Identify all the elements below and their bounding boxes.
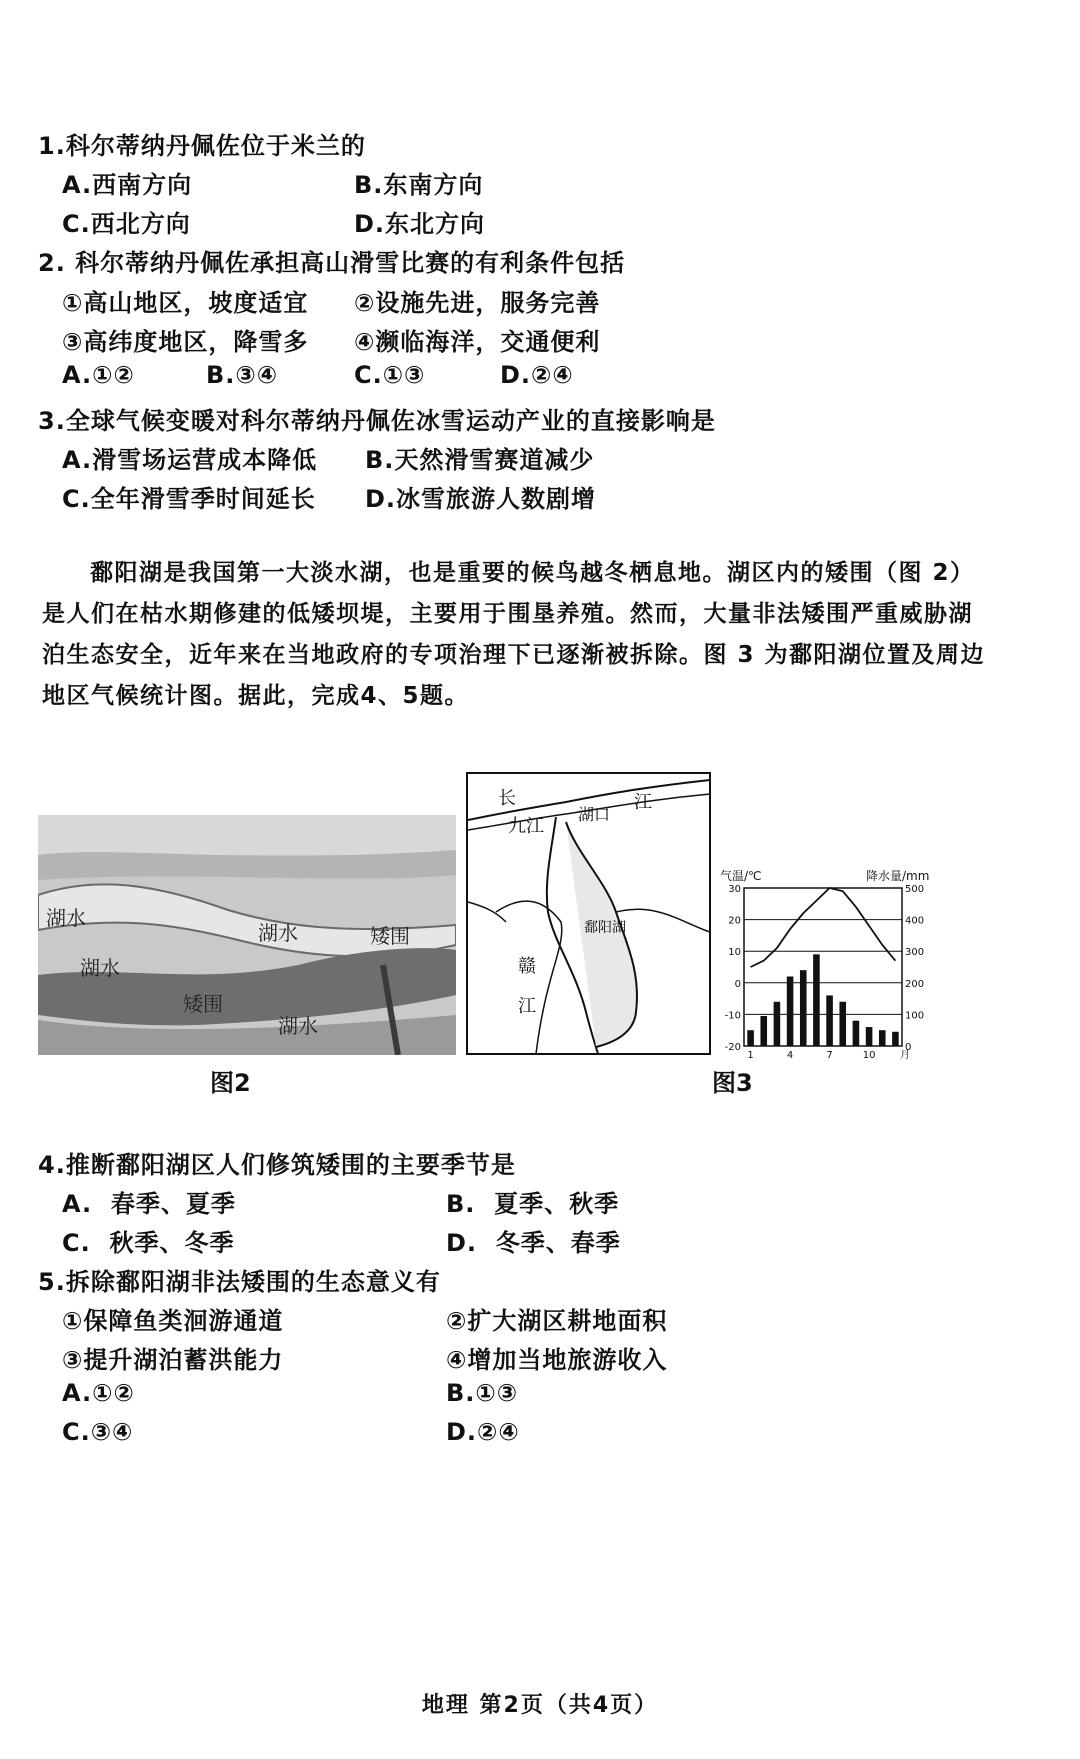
q2-stem: 2. 科尔蒂纳丹佩佐承担高山滑雪比赛的有利条件包括 [38, 249, 626, 277]
fig2-water-label-2: 湖水 [258, 921, 298, 945]
q2-option-c: C.①③ [354, 361, 426, 389]
q1-option-b: B.东南方向 [354, 171, 484, 199]
chart-ytick-left: 30 [728, 884, 741, 895]
page-footer: 地理 第2页（共4页） [421, 1693, 659, 1718]
chart-bar-precipitation [866, 1027, 873, 1046]
q2-item-3: ③高纬度地区，降雪多 [62, 328, 309, 356]
passage-line-2: 是人们在枯水期修建的低矮坝堤，主要用于围垦养殖。然而，大量非法矮围严重威胁湖 [42, 601, 973, 627]
figure-2-photo [38, 815, 456, 1055]
chart-x-unit: 月 [900, 1050, 910, 1061]
chart-xtick: 1 [747, 1050, 754, 1061]
q5-option-b: B.①③ [446, 1379, 519, 1407]
map-label-jiujiang: 九江 [508, 816, 544, 837]
fig2-water-label-1: 湖水 [46, 906, 86, 930]
passage-line-4: 地区气候统计图。据此，完成4、5题。 [42, 683, 470, 709]
q5-item-1: ①保障鱼类洄游通道 [62, 1307, 284, 1335]
q4-stem: 4.推断鄱阳湖区人们修筑矮围的主要季节是 [38, 1151, 516, 1179]
q1-option-d: D.东北方向 [354, 210, 486, 238]
chart-ytick-right: 300 [905, 947, 925, 959]
chart-bar-precipitation [787, 976, 794, 1046]
figure-3-caption: 图3 [712, 1069, 753, 1097]
chart-bar-precipitation [839, 1002, 846, 1046]
q5-option-a: A.①② [62, 1379, 135, 1407]
chart-grid [744, 888, 902, 1046]
chart-ytick-left: 10 [728, 947, 741, 959]
chart-bar-precipitation [760, 1016, 767, 1046]
chart-bar-precipitation [800, 970, 807, 1046]
passage-line-1: 鄱阳湖是我国第一大淡水湖，也是重要的候鸟越冬栖息地。湖区内的矮围（图 2） [90, 560, 975, 586]
chart-ytick-right: 200 [905, 978, 925, 990]
chart-ytick-left: 20 [728, 915, 741, 927]
q5-option-c: C.③④ [62, 1418, 134, 1446]
q4-option-d: D. 冬季、春季 [446, 1229, 621, 1257]
chart-bar-precipitation [813, 954, 820, 1046]
q2-item-1: ①高山地区，坡度适宜 [62, 289, 309, 317]
chart-xtick: 7 [826, 1050, 833, 1061]
figure-2-caption: 图2 [210, 1069, 251, 1097]
q2-item-2: ②设施先进，服务完善 [354, 289, 601, 317]
chart-bar-precipitation [892, 1032, 899, 1046]
chart-bar-precipitation [879, 1030, 886, 1046]
map-label-lake: 鄱阳湖 [584, 920, 626, 936]
q4-option-a: A. 春季、夏季 [62, 1190, 236, 1218]
q2-option-d: D.②④ [500, 361, 574, 389]
fig2-dike-label-1: 矮围 [370, 924, 410, 948]
q2-item-4: ④濒临海洋，交通便利 [354, 328, 601, 356]
map-label-jiang-left: 江 [518, 996, 536, 1017]
chart-xtick: 4 [786, 1050, 794, 1061]
chart-ylabel-right: 降水量/mm [866, 869, 930, 883]
map-label-chang: 长 [498, 788, 516, 809]
fig2-water-label-3: 湖水 [80, 956, 120, 980]
q1-stem: 1.科尔蒂纳丹佩佐位于米兰的 [38, 132, 366, 160]
q3-option-c: C.全年滑雪季时间延长 [62, 485, 316, 513]
figure-3-map [466, 772, 712, 1056]
q4-option-c: C. 秋季、冬季 [62, 1229, 235, 1257]
map-label-gan: 赣 [518, 956, 536, 977]
q3-stem: 3.全球气候变暖对科尔蒂纳丹佩佐冰雪运动产业的直接影响是 [38, 407, 716, 435]
chart-line-temperature [751, 888, 896, 967]
chart-ytick-left: -20 [724, 1042, 741, 1053]
q2-option-a: A.①② [62, 361, 135, 389]
q5-item-3: ③提升湖泊蓄洪能力 [62, 1346, 284, 1374]
q1-option-c: C.西北方向 [62, 210, 191, 238]
chart-ytick-right: 500 [905, 884, 925, 895]
q4-option-b: B. 夏季、秋季 [446, 1190, 620, 1218]
chart-ytick-left: 0 [734, 978, 741, 990]
q3-option-a: A.滑雪场运营成本降低 [62, 446, 318, 474]
q5-item-4: ④增加当地旅游收入 [446, 1346, 668, 1374]
q5-item-2: ②扩大湖区耕地面积 [446, 1307, 668, 1335]
map-label-hukou: 湖口 [578, 805, 611, 824]
chart-bar-precipitation [826, 995, 833, 1046]
q5-stem: 5.拆除鄱阳湖非法矮围的生态意义有 [38, 1268, 441, 1296]
chart-ytick-right: 0 [905, 1042, 912, 1053]
chart-ytick-right: 100 [905, 1010, 925, 1022]
chart-plot-frame [744, 888, 902, 1046]
chart-bars [747, 954, 898, 1046]
chart-bar-precipitation [853, 1021, 860, 1046]
chart-ytick-right: 400 [905, 915, 925, 927]
passage-line-3: 泊生态安全，近年来在当地政府的专项治理下已逐渐被拆除。图 3 为鄱阳湖位置及周边 [42, 642, 986, 668]
fig2-water-label-4: 湖水 [278, 1014, 318, 1038]
chart-ylabel-left: 气温/℃ [720, 869, 762, 883]
fig2-dike-label-2: 矮围 [183, 992, 223, 1016]
chart-line [751, 888, 896, 967]
q2-option-b: B.③④ [206, 361, 279, 389]
chart-ytick-left: -10 [724, 1010, 741, 1022]
q1-option-a: A.西南方向 [62, 171, 193, 199]
reading-passage [42, 553, 1017, 717]
chart-bar-precipitation [774, 1002, 781, 1046]
figure-3-climate-chart [716, 866, 932, 1062]
q3-option-b: B.天然滑雪赛道减少 [365, 446, 595, 474]
q3-option-d: D.冰雪旅游人数剧增 [365, 485, 597, 513]
chart-bar-precipitation [747, 1030, 754, 1046]
q5-option-d: D.②④ [446, 1418, 520, 1446]
chart-xtick: 10 [862, 1050, 876, 1061]
map-label-jiang-top: 江 [634, 792, 652, 813]
